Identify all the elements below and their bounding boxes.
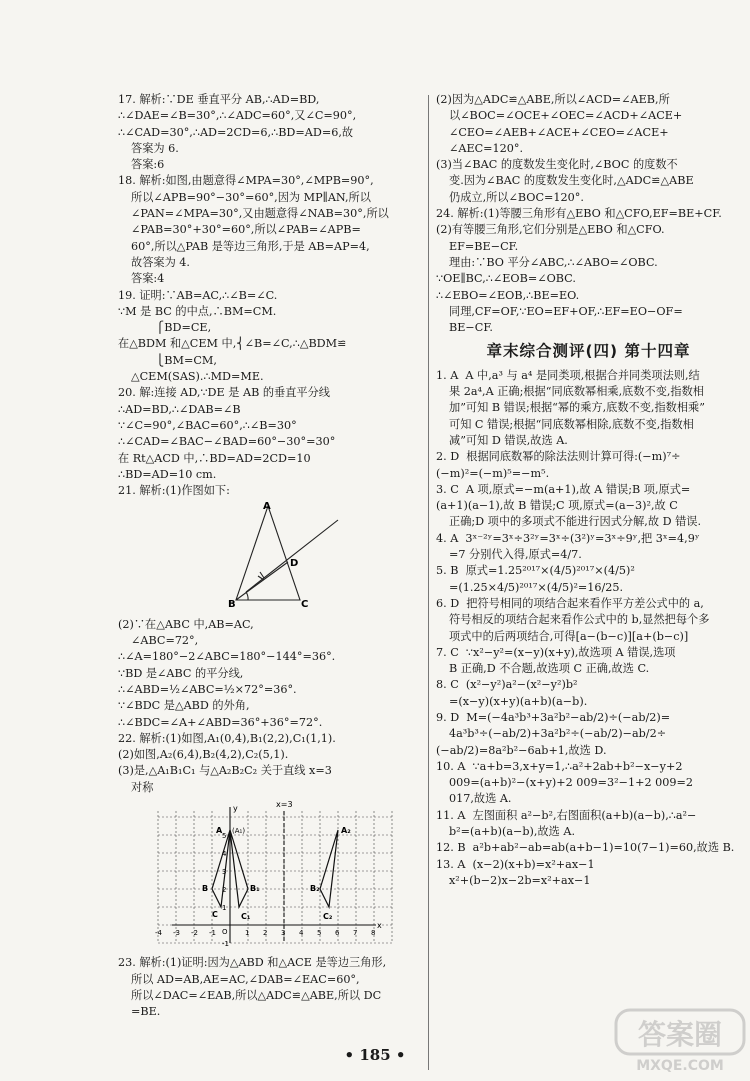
left-answer-line: ⎧BD=CE, xyxy=(131,321,212,335)
tri-label-c: C xyxy=(301,599,309,611)
left-answer-line: ∴∠CAD=30°,∴AD=2CD=6,∴BD=AD=6,故 xyxy=(118,125,354,139)
left-answer-line: 所以 AD=AB,AE=AC,∠DAB=∠EAC=60°, xyxy=(131,972,360,986)
grid-label-a1: (A₁) xyxy=(232,826,246,835)
triangle-figure xyxy=(118,500,418,610)
left-column xyxy=(118,92,420,1020)
grid-x-tick: -2 xyxy=(191,928,198,937)
right-answer-line: ∵OE∥BC,∴∠EOB=∠OBC. xyxy=(436,272,576,286)
left-answers-17-21 xyxy=(118,92,420,499)
grid-x-tick: 8 xyxy=(371,928,376,937)
right-answer-line: 24. 解析:(1)等腰三角形有△EBO 和△CFO,EF=BE+CF. xyxy=(436,207,722,221)
left-answer-line: 在 Rt△ACD 中,∴BD=AD=2CD=10 xyxy=(118,451,311,465)
right-answer-line: 4a³b³÷(−ab/2)+3a²b²÷(−ab/2)−ab/2÷ xyxy=(449,727,667,741)
right-answers-chapter-14 xyxy=(436,368,741,890)
right-answer-line: 1. A A 中,a³ 与 a⁴ 是同类项,根据合并同类项法则,结 xyxy=(436,368,700,382)
left-answer-line: 20. 解:连接 AD,∵DE 是 AB 的垂直平分线 xyxy=(118,386,330,400)
left-answer-line: ∠PAN=∠MPA=30°,又由题意得∠NAB=30°,所以 xyxy=(131,207,389,221)
right-answer-line: 4. A 3ˣ⁻²ʸ=3ˣ÷3²ʸ=3ˣ÷(3²)ʸ=3ˣ÷9ʸ,把 3ˣ=4,9ʸ xyxy=(436,531,700,545)
grid-y-tick: 3 xyxy=(222,867,227,876)
grid-y-tick: 2 xyxy=(222,885,227,894)
left-answer-line: 答案为 6. xyxy=(131,141,179,155)
column-divider xyxy=(428,95,429,1070)
left-answer-line: 23. 解析:(1)证明:因为△ABD 和△ACE 是等边三角形, xyxy=(118,956,387,970)
grid-x-tick: 4 xyxy=(299,928,304,937)
grid-axis-line-label: x=3 xyxy=(276,799,293,809)
right-answer-line: BE−CF. xyxy=(449,321,493,335)
grid-x-tick: 5 xyxy=(317,928,322,937)
right-answer-line: ∠AEC=120°. xyxy=(449,141,524,155)
watermark-small: MXQE.COM xyxy=(636,1058,724,1074)
right-answer-line: (a+1)(a−1),故 B 错误;C 项,原式=(a−3)²,故 C xyxy=(436,499,678,513)
grid-label-c: C xyxy=(212,909,218,919)
left-answer-line: 17. 解析:∵DE 垂直平分 AB,∴AD=BD, xyxy=(118,93,320,106)
watermark-logo xyxy=(612,1004,748,1076)
right-answer-line: (−ab/2)=8a²b²−6ab+1,故选 D. xyxy=(436,743,607,757)
right-answer-line: 3. C A 项,原式=−m(a+1),故 A 错误;B 项,原式= xyxy=(436,482,691,496)
left-answer-line: ∵BD 是∠ABC 的平分线, xyxy=(118,666,244,680)
left-answer-line: =BE. xyxy=(131,1005,161,1019)
grid-x-tick: 6 xyxy=(335,928,340,937)
right-answer-line: 5. B 原式=1.25²⁰¹⁷×(4/5)²⁰¹⁷×(4/5)² xyxy=(436,564,635,578)
grid-label-b1: B₁ xyxy=(250,883,260,893)
tri-label-b: B xyxy=(228,599,236,611)
left-answer-23 xyxy=(118,955,420,1020)
right-answer-line: 理由:∵BO 平分∠ABC,∴∠ABO=∠OBC. xyxy=(449,255,658,269)
right-answer-line: 009=(a+b)²−(x+y)+2 009=3²−1+2 009=2 xyxy=(449,776,694,790)
right-answer-line: 变.因为∠BAC 的度数发生变化时,△ADC≌△ABE xyxy=(449,174,694,188)
grid-y-tick: -1 xyxy=(222,939,229,948)
left-answer-line: 19. 证明:∵AB=AC,∴∠B=∠C. xyxy=(118,288,278,302)
grid-label-a2: A₂ xyxy=(341,825,351,835)
left-answer-line: ∴AD=BD,∴∠DAB=∠B xyxy=(118,402,241,416)
left-answer-line: △CEM(SAS).∴MD=ME. xyxy=(131,370,264,384)
grid-x-tick: -3 xyxy=(173,928,180,937)
right-answer-line: 符号相反的项结合起来看作公式中的 b,显然把每个多 xyxy=(449,613,710,627)
left-answer-line: 21. 解析:(1)作图如下: xyxy=(118,484,230,498)
grid-y-tick: 1 xyxy=(222,903,227,912)
right-answer-line: ∴∠EBO=∠EOB,∴BE=EO. xyxy=(436,288,580,302)
right-answer-line: 6. D 把符号相同的项结合起来看作平方差公式中的 a, xyxy=(436,596,704,610)
left-answer-line: 18. 解析:如图,由题意得∠MPA=30°,∠MPB=90°, xyxy=(118,174,374,188)
right-answer-line: 加”可知 B 错误;根据“幂的乘方,底数不变,指数相乘” xyxy=(449,401,705,415)
left-answer-line: ∵∠BDC 是△ABD 的外角, xyxy=(118,699,250,713)
left-answer-line: 答案:4 xyxy=(131,272,165,286)
right-answer-line: (−m)²=(−m)⁵=−m⁵. xyxy=(436,466,550,480)
right-answer-line: =(x−y)(x+y)(a+b)(a−b). xyxy=(449,694,588,708)
right-answer-line: B 正确,D 不合题,故选项 C 正确,故选 C. xyxy=(449,662,650,676)
grid-label-b2: B₂ xyxy=(310,883,320,893)
right-answer-line: 8. C (x²−y²)a²−(x²−y²)b² xyxy=(436,678,578,692)
grid-x-tick: -4 xyxy=(155,928,162,937)
right-answer-line: b²=(a+b)(a−b),故选 A. xyxy=(449,825,576,839)
grid-x-tick: -1 xyxy=(209,928,216,937)
left-answer-line: 60°,所以△PAB 是等边三角形,于是 AB=AP=4, xyxy=(131,239,370,253)
right-answer-line: 减”可知 D 错误,故选 A. xyxy=(449,433,568,447)
left-answer-line: (2)如图,A₂(6,4),B₂(4,2),C₂(5,1). xyxy=(118,748,289,762)
grid-label-a: A xyxy=(216,825,223,835)
left-answer-line: ∴BD=AD=10 cm. xyxy=(118,467,217,481)
watermark-big: 答案圈 xyxy=(637,1018,723,1051)
grid-label-origin: O xyxy=(222,927,228,936)
right-answer-line: =(1.25×4/5)²⁰¹⁷×(4/5)²=16/25. xyxy=(449,580,624,594)
grid-x-tick: 1 xyxy=(245,928,250,937)
right-answer-line: (2)有等腰三角形,它们分别是△EBO 和△CFO. xyxy=(436,223,665,237)
left-answer-line: 所以∠DAC=∠EAB,所以△ADC≌△ABE,所以 DC xyxy=(131,988,382,1002)
right-answer-line: 7. C ∵x²−y²=(x−y)(x+y),故选项 A 错误,选项 xyxy=(436,645,676,659)
right-answer-line: EF=BE−CF. xyxy=(449,239,519,253)
left-answer-line: 22. 解析:(1)如图,A₁(0,4),B₁(2,2),C₁(1,1). xyxy=(118,731,336,745)
right-answer-line: 13. A (x−2)(x+b)=x²+ax−1 xyxy=(436,857,595,871)
grid-x-tick: 2 xyxy=(263,928,268,937)
grid-x-tick: 7 xyxy=(353,928,358,937)
right-answer-line: x²+(b−2)x−2b=x²+ax−1 xyxy=(449,873,591,887)
left-answer-line: ∵∠C=90°,∠BAC=60°,∴∠B=30° xyxy=(118,418,297,432)
right-answer-line: (3)当∠BAC 的度数发生变化时,∠BOC 的度数不 xyxy=(436,158,678,172)
left-answer-line: ∴∠CAD=∠BAC−∠BAD=60°−30°=30° xyxy=(118,435,336,449)
right-answer-line: 9. D M=(−4a³b³+3a²b²−ab/2)÷(−ab/2)= xyxy=(436,710,671,724)
tri-label-a: A xyxy=(263,501,271,513)
tri-label-d: D xyxy=(290,558,299,570)
left-answers-21-22 xyxy=(118,617,420,796)
right-answer-line: 11. A 左图面积 a²−b²,右图面积(a+b)(a−b),∴a²− xyxy=(436,808,697,822)
right-answer-line: 正确;D 项中的多项式不能进行因式分解,故 D 错误. xyxy=(449,515,702,529)
grid-y-axis-label: y xyxy=(233,803,238,813)
right-answer-line: (2)因为△ADC≌△ABE,所以∠ACD=∠AEB,所 xyxy=(436,93,670,106)
left-answer-line: 答案:6 xyxy=(131,158,165,172)
left-answer-line: (2)∵在△ABC 中,AB=AC, xyxy=(118,617,254,631)
left-answer-line: 所以∠APB=90°−30°=60°,因为 MP∥AN,所以 xyxy=(131,190,371,204)
right-answer-line: 以∠BOC=∠OCE+∠OEC=∠ACD+∠ACE+ xyxy=(449,109,683,123)
left-answer-line: ∴∠ABD=½∠ABC=½×72°=36°. xyxy=(118,682,297,696)
page-number: • 185 • xyxy=(344,1046,406,1064)
chapter-heading: 章末综合测评(四) 第十四章 xyxy=(486,342,691,361)
left-answer-line: ⎩BM=CM, xyxy=(131,353,217,367)
right-answer-line: 果 2a⁴,A 正确;根据“同底数幂相乘,底数不变,指数相 xyxy=(449,385,704,399)
left-answer-line: ∠PAB=30°+30°=60°,所以∠PAB=∠APB= xyxy=(131,223,361,237)
left-answer-line: ∴∠DAE=∠B=30°,∴∠ADC=60°,又∠C=90°, xyxy=(118,109,357,123)
left-answer-line: ∴∠BDC=∠A+∠ABD=36°+36°=72°. xyxy=(118,715,323,729)
grid-y-tick: 4 xyxy=(222,849,227,858)
grid-label-c2: C₂ xyxy=(323,911,333,921)
left-answer-line: ∴∠A=180°−2∠ABC=180°−144°=36°. xyxy=(118,650,336,664)
left-answer-line: ∠ABC=72°, xyxy=(131,634,199,648)
right-answer-line: 12. B a²b+ab²−ab=ab(a+b−1)=10(7−1)=60,故选 B. xyxy=(436,841,735,855)
grid-label-b: B xyxy=(202,883,209,893)
right-answer-line: 同理,CF=OF,∵EO=EF+OF,∴EF=EO−OF= xyxy=(449,304,683,318)
right-answer-line: 仍成立,所以∠BOC=120°. xyxy=(449,190,584,204)
left-answer-line: ∵M 是 BC 的中点,∴BM=CM. xyxy=(118,304,277,318)
left-answer-line: 在△BDM 和△CEM 中,⎨∠B=∠C,∴△BDM≌ xyxy=(118,337,347,351)
coordinate-grid-figure xyxy=(118,797,418,949)
right-column xyxy=(436,92,741,889)
left-answer-line: (3)是,△A₁B₁C₁ 与△A₂B₂C₂ 关于直线 x=3 xyxy=(118,764,332,778)
grid-x-tick: 3 xyxy=(281,928,286,937)
right-answer-line: 项式中的后两项结合,可得[a−(b−c)][a+(b−c)] xyxy=(449,629,689,643)
right-answer-line: 2. D 根据同底数幂的除法法则计算可得:(−m)⁷÷ xyxy=(436,450,681,464)
right-answer-line: ∠CEO=∠AEB+∠ACE+∠CEO=∠ACE+ xyxy=(449,125,669,139)
right-answer-line: =7 分别代入得,原式=4/7. xyxy=(449,548,582,562)
grid-y-tick: 5 xyxy=(222,831,227,840)
right-answers-23-24 xyxy=(436,92,741,336)
right-answer-line: 可知 C 错误;根据“同底数幂相除,底数不变,指数相 xyxy=(449,417,694,431)
right-answer-line: 10. A ∵a+b=3,x+y=1,∴a²+2ab+b²−x−y+2 xyxy=(436,759,683,773)
grid-label-c1: C₁ xyxy=(241,911,251,921)
grid-x-axis-label: x xyxy=(377,920,382,930)
right-answer-line: 017,故选 A. xyxy=(449,792,512,806)
left-answer-line: 对称 xyxy=(131,780,154,794)
left-answer-line: 故答案为 4. xyxy=(131,255,190,269)
